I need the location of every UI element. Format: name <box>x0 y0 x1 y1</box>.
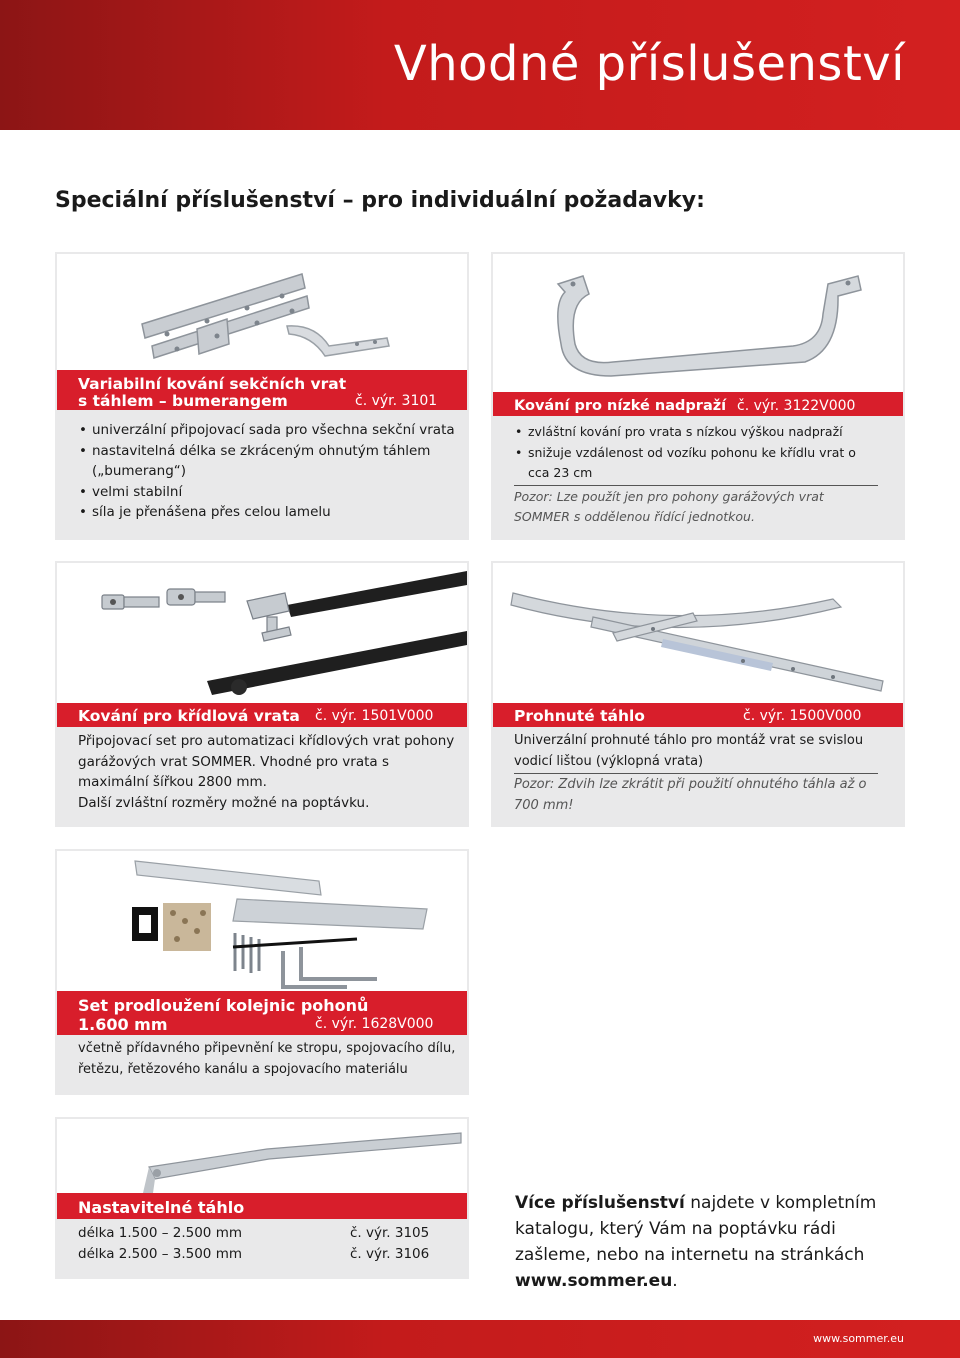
product-photo-rail-extension <box>57 851 467 991</box>
product-description <box>78 420 458 523</box>
product-title: Prohnuté táhlo <box>514 707 645 725</box>
bullet-continuation: („bumerang“) <box>92 463 187 479</box>
product-title-line2: 1.600 mm <box>78 1015 168 1034</box>
product-photo-bracket <box>57 254 467 370</box>
product-card-1628V000 <box>55 849 469 1095</box>
product-photo-low-headroom <box>493 254 903 392</box>
product-photo-curved-arm <box>493 563 903 703</box>
product-photo-swing-gate <box>57 563 467 703</box>
product-card-adjustable-arm <box>55 1117 469 1279</box>
product-title: Nastavitelné táhlo <box>78 1198 245 1217</box>
product-title-line2: s táhlem – bumerangem <box>78 392 288 410</box>
product-photo-adjustable-arm <box>57 1119 467 1193</box>
section-subtitle: Speciální příslušenství – pro individuální požadavky: <box>55 188 705 213</box>
more-accessories-text <box>515 1190 905 1294</box>
footer-banner <box>0 1320 960 1358</box>
product-description <box>514 422 878 528</box>
bullet-item: • snižuje vzdálenost od vozíku pohonu ke křídlu vrat o cca 23 cm <box>514 443 878 484</box>
product-title-line1: Variabilní kování sekčních vrat <box>78 375 347 393</box>
product-text: Připojovací set pro automatizaci křídlových vrat pohony garážových vrat SOMMER. Vhodné pro vrata s maximální šířkou 2800 mm. <box>78 733 455 790</box>
product-title-line1: Set prodloužení kolejnic pohonů <box>78 996 369 1015</box>
product-text-extra: Další zvláštní rozměry možné na poptávku. <box>78 794 370 811</box>
header-banner <box>0 0 960 130</box>
bullet-item: • univerzální připojovací sada pro všechna sekční vrata <box>78 420 458 441</box>
variant-code: č. výr. 3106 <box>350 1245 430 1262</box>
bullet-item: • síla je přenášena přes celou lamelu <box>78 502 458 523</box>
product-variants <box>78 1223 458 1264</box>
product-note: Pozor: Zdvih lze zkrátit při použití ohnutého táhla až o 700 mm! <box>514 773 878 816</box>
product-card-3101 <box>55 252 469 540</box>
product-code: č. výr. 1500V000 <box>743 708 862 724</box>
product-description <box>514 731 878 816</box>
product-code: č. výr. 1628V000 <box>315 1016 434 1032</box>
variant-length: délka 2.500 – 3.500 mm <box>78 1245 242 1262</box>
product-code: č. výr. 1501V000 <box>315 708 434 724</box>
product-code: č. výr. 3101 <box>355 393 438 409</box>
more-accessories-end: . <box>672 1271 678 1291</box>
page-title: Vhodné příslušenství <box>393 36 905 92</box>
bullet-item: • nastavitelná délka se zkráceným ohnutým táhlem <box>78 441 458 462</box>
product-title: Kování pro nízké nadpraží <box>514 398 727 414</box>
bullet-item: • velmi stabilní <box>78 482 458 503</box>
product-description <box>78 731 458 813</box>
product-text: včetně přídavného připevnění ke stropu, spojovacího dílu, řetězu, řetězového kanálu a spojovacího materiálu <box>78 1041 456 1077</box>
more-accessories-lead: Více příslušenství <box>515 1193 685 1213</box>
variant-code: č. výr. 3105 <box>350 1225 430 1241</box>
product-card-1501V000 <box>55 561 469 827</box>
product-code: č. výr. 3122V000 <box>737 398 856 414</box>
bullet-item: • zvláštní kování pro vrata s nízkou výškou nadpraží <box>514 422 878 443</box>
more-accessories-body: najdete v kompletním katalogu, který Vám na poptávku rádi zašleme, nebo na internetu na stránkách <box>515 1193 877 1265</box>
product-description <box>78 1039 462 1080</box>
website-link[interactable]: www.sommer.eu <box>515 1271 673 1291</box>
product-card-1500V000 <box>491 561 905 827</box>
variant-length: délka 1.500 – 2.500 mm <box>78 1225 242 1241</box>
product-note: Pozor: Lze použít jen pro pohony garážových vrat SOMMER s oddělenou řídící jednotkou. <box>514 485 878 528</box>
product-title: Kování pro křídlová vrata <box>78 707 300 725</box>
product-card-3122V000 <box>491 252 905 540</box>
footer-url[interactable]: www.sommer.eu <box>813 1332 904 1345</box>
product-text: Univerzální prohnuté táhlo pro montáž vrat se svislou vodicí lištou (výklopná vrata) <box>514 733 864 769</box>
